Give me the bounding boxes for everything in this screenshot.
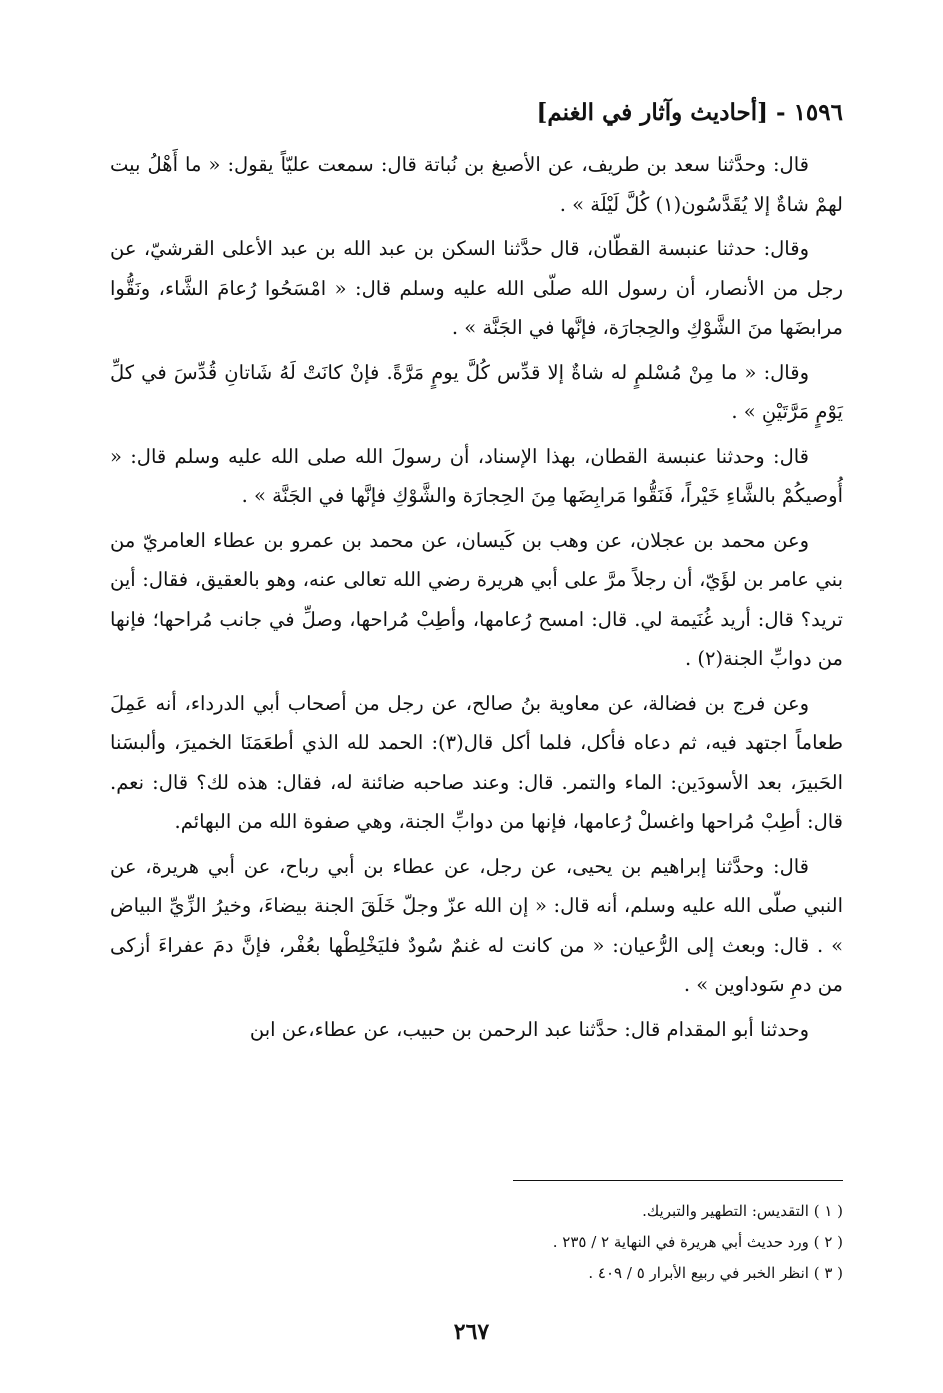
footnote: ( ٢ ) ورد حديث أبي هريرة في النهاية ٢ / ٢٣٥ . bbox=[552, 1233, 843, 1251]
paragraph: وقال: « ما مِنْ مُسْلمٍ له شاةٌ إلا قدِّس كُلَّ يومٍ مَرَّةً. فإنْ كانَتْ لَهُ شَاتانِ قُدِّسَ في كلِّ يَوْمٍ مَرَّتَيْنِ » . bbox=[110, 360, 843, 423]
paragraph: وقال: حدثنا عنبسة القطّان، قال حدَّثنا السكن بن عبد الله بن عبد الأعلى القرشيّ، عن رجل من الأنصار، أن رسول الله صلّى الله عليه وسلم قال: « امْسَحُوا رُعامَ الشَّاء، ونَقُّوا مرابضَها منَ الشَّوْكِ والحِجارَة، فإنَّها في الجَنَّة » . bbox=[110, 237, 843, 339]
section-heading: ١٥٩٦ - [أحاديث وآثار في الغنم] bbox=[536, 99, 843, 126]
paragraph: وعن فرج بن فضالة، عن معاوية بنُ صالح، عن رجل من أصحاب أبي الدرداء، أنه عَمِلَ طعاماً اجتهد فيه، ثم دعاه فأكل، فلما أكل قال(٣): الحمد لله الذي أطعَمَنَا الخميرَ، وألبسَنا الحَبيرَ، بعد الأسودَين: الماء والتمر. قال: وعند صاحبه ضائنة له، فقال: هذه لك؟ قال: نعم. قال: أطِبْ مُراحها واغسلْ رُعامها، فإنها من دوابِّ الجنة، وهي صفوة الله من البهائم. bbox=[110, 691, 843, 833]
main-text bbox=[110, 145, 843, 1054]
footnote-divider bbox=[513, 1180, 843, 1181]
paragraph: قال: وحدثنا عنبسة القطان، بهذا الإسناد، أن رسولَ الله صلى الله عليه وسلم قال: « أُوصيكُمْ بالشَّاءِ خَيْراً، فَنَقُّوا مَرابِضَها مِنَ الحِجارَة والشَّوْكِ فإنَّها في الجَنَّة » . bbox=[110, 444, 843, 507]
footnote: ( ٣ ) انظر الخبر في ربيع الأبرار ٥ / ٤٠٩ . bbox=[588, 1264, 843, 1282]
page-number: ٢٦٧ bbox=[453, 1319, 490, 1345]
footnote: ( ١ ) التقديس: التطهير والتبريك. bbox=[642, 1202, 843, 1220]
paragraph: وحدثنا أبو المقدام قال: حدَّثنا عبد الرحمن بن حبيب، عن عطاء،عن ابن bbox=[249, 1017, 809, 1041]
paragraph: قال: وحدَّثنا إبراهيم بن يحيى، عن رجل، عن عطاء بن أبي رباح، عن أبي هريرة، عن النبي صلّى الله عليه وسلم، أنه قال: « إن الله عزّ وجلّ خَلَقَ الجنة بيضاءَ، وخيرُ الزِّيِّ البياض » . قال: وبعث إلى الرُّعيان: « من كانت له غنمٌ سُودٌ فليَخْلِطْها بعُفْر، فإنَّ دمَ عفراءَ أزكى من دمِ سَوداوين » . bbox=[110, 854, 843, 996]
paragraph: وعن محمد بن عجلان، عن وهب بن كَيسان، عن محمد بن عمرو بن عطاء العامريّ من بني عامر بن لؤَيّ، أن رجلاً مرَّ على أبي هريرة رضي الله تعالى عنه، وهو بالعقيق، فقال: أين تريد؟ قال: أريد غُنَيمة لي. قال: امسح رُعامها، وأطِبْ مُراحها، وصلِّ في جانب مُراحها؛ فإنها من دوابِّ الجنة(٢) . bbox=[110, 528, 843, 670]
paragraph: قال: وحدَّثنا سعد بن طريف، عن الأصبغ بن نُباتة قال: سمعت عليّاً يقول: « ما أَهْلُ بيت لهمْ شاةٌ إلا يُقَدَّسُون(١) كُلَّ لَيْلَة » . bbox=[110, 153, 843, 216]
footnotes bbox=[300, 1196, 843, 1289]
